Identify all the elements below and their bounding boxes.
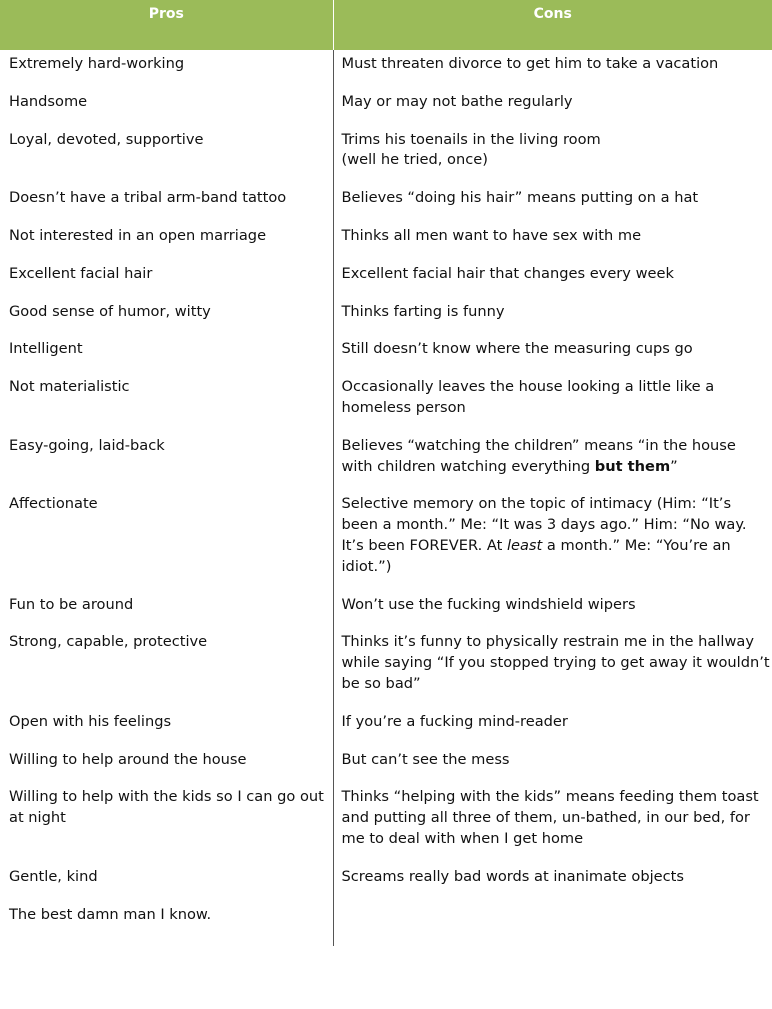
con-cell: Believes “doing his hair” means putting on a hat	[341, 189, 699, 207]
con-cell: Thinks “helping with the kids” means feeding them toast and putting all three of them, un-bathed, in our bed, for me to deal with when I get home	[341, 788, 759, 847]
pro-cell: Fun to be around	[0, 591, 333, 629]
con-cell: Thinks farting is funny	[341, 302, 505, 320]
pro-cell: Gentle, kind	[0, 863, 333, 901]
pro-cell: Affectionate	[0, 490, 333, 590]
table-row	[0, 298, 772, 336]
con-cell: May or may not bathe regularly	[341, 92, 573, 110]
con-cell: Must threaten divorce to get him to take a vacation	[341, 55, 719, 72]
con-cell	[333, 126, 772, 185]
pro-cell: Extremely hard-working	[0, 50, 333, 88]
con-text: a month.” Me: “You’re an idiot.”)	[341, 536, 731, 575]
con-text: ”	[670, 457, 678, 475]
table-row	[0, 901, 772, 947]
header-row	[0, 0, 772, 50]
con-text: Selective memory on the topic of intimacy (Him: “It’s been a month.” Me: “It was 3 days ago.” Him: “No way. It’s been FOREVER. At	[341, 495, 747, 554]
table-row	[0, 708, 772, 746]
table-row	[0, 260, 772, 298]
con-cell: Screams really bad words at inanimate objects	[341, 867, 684, 885]
table-row	[0, 50, 772, 88]
con-cell	[333, 432, 772, 491]
pro-cell: Handsome	[0, 88, 333, 126]
pro-cell: Not interested in an open marriage	[0, 222, 333, 260]
con-cell: Thinks it’s funny to physically restrain me in the hallway while saying “If you stopped trying to get away it wouldn’t be so bad”	[341, 633, 770, 692]
con-cell	[333, 490, 772, 590]
pro-cell: Excellent facial hair	[0, 260, 333, 298]
table-row	[0, 184, 772, 222]
pro-cell: Loyal, devoted, supportive	[0, 126, 333, 185]
con-line: (well he tried, once)	[341, 151, 488, 169]
con-cell: Occasionally leaves the house looking a little like a homeless person	[341, 378, 715, 416]
pro-cell: Not materialistic	[0, 373, 333, 432]
table-row	[0, 783, 772, 862]
table-row	[0, 591, 772, 629]
con-cell: Excellent facial hair that changes every week	[341, 264, 674, 282]
con-text: Believes “watching the children” means “in the house with children watching everything	[341, 436, 736, 475]
pro-cell: Doesn’t have a tribal arm-band tattoo	[0, 184, 333, 222]
con-bold-text: but them	[594, 457, 671, 475]
table-row	[0, 335, 772, 373]
table-row	[0, 628, 772, 707]
table-row	[0, 126, 772, 185]
pro-cell: Willing to help with the kids so I can go out at night	[0, 783, 333, 862]
pro-cell: Good sense of humor, witty	[0, 298, 333, 336]
con-italic-text: least	[506, 536, 543, 554]
pro-cell: The best damn man I know.	[0, 901, 333, 947]
pro-cell: Easy-going, laid-back	[0, 432, 333, 491]
con-cell: Still doesn’t know where the measuring cups go	[341, 340, 693, 358]
table-row	[0, 863, 772, 901]
con-cell: But can’t see the mess	[341, 750, 510, 768]
table-row	[0, 88, 772, 126]
table-row	[0, 432, 772, 491]
pros-header: Pros	[0, 0, 333, 50]
table-row	[0, 222, 772, 260]
con-cell	[333, 901, 772, 947]
con-line: Trims his toenails in the living room	[341, 130, 601, 148]
cons-header: Cons	[333, 0, 772, 50]
pro-cell: Open with his feelings	[0, 708, 333, 746]
pro-cell: Strong, capable, protective	[0, 628, 333, 707]
con-cell: Won’t use the fucking windshield wipers	[341, 595, 636, 613]
table-row	[0, 746, 772, 784]
table-row	[0, 373, 772, 432]
pro-cell: Intelligent	[0, 335, 333, 373]
table-row	[0, 490, 772, 590]
con-cell: Thinks all men want to have sex with me	[341, 226, 642, 244]
con-cell: If you’re a fucking mind-reader	[341, 712, 568, 730]
pro-cell: Willing to help around the house	[0, 746, 333, 784]
